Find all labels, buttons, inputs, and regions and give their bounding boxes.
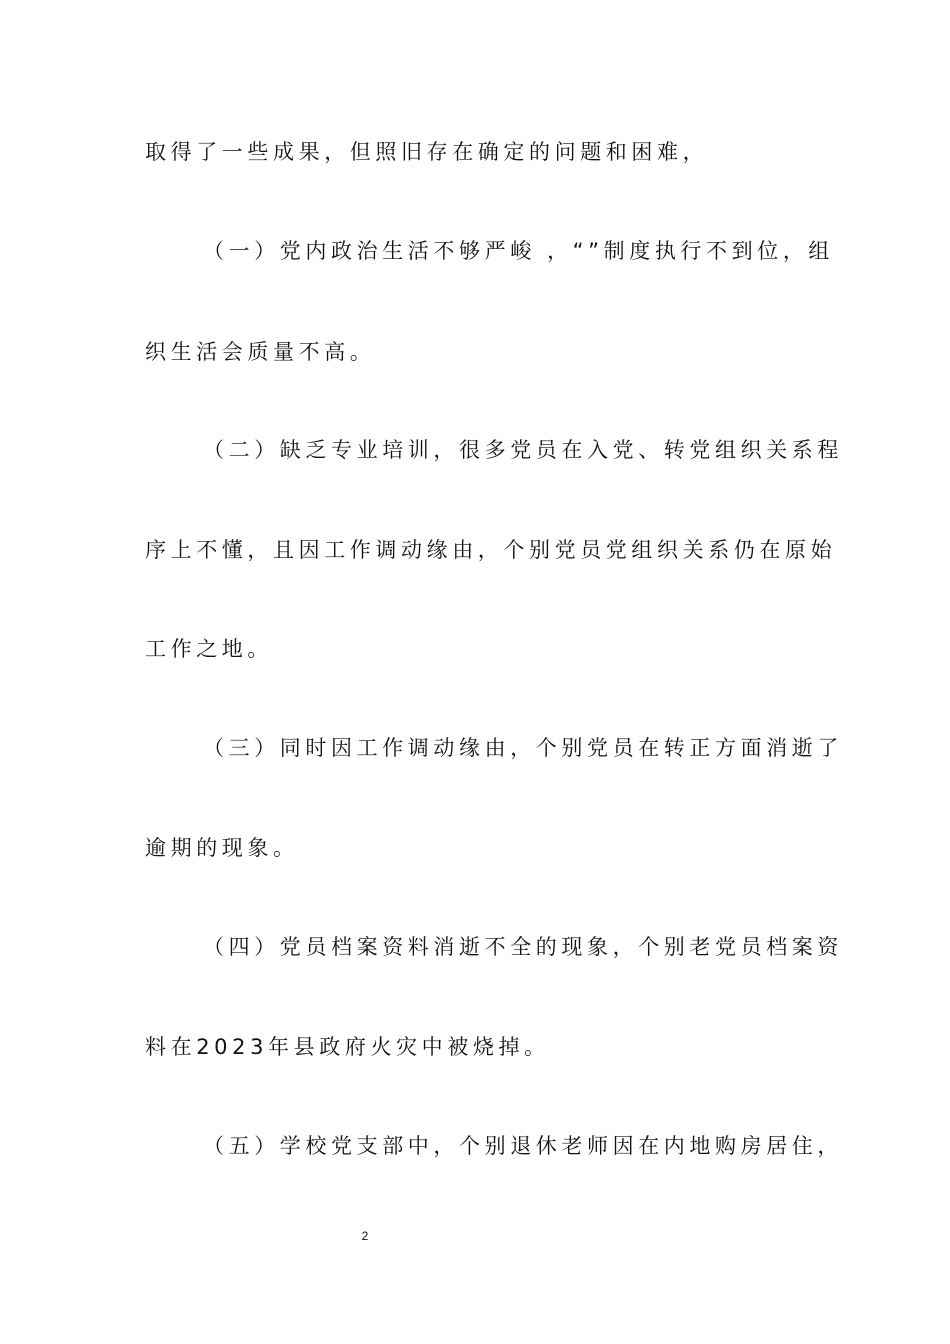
text-line: 工作之地。 xyxy=(145,637,273,661)
text-line: 逾期的现象。 xyxy=(145,836,299,860)
text-line: （五）学校党支部中，个别退休老师因在内地购房居住， xyxy=(203,1134,843,1158)
text-line: 织生活会质量不高。 xyxy=(145,340,376,364)
text-line: （二）缺乏专业培训，很多党员在入党、转党组织关系程 xyxy=(203,438,843,462)
text-line: 取得了一些成果，但照旧存在确定的问题和困难， xyxy=(145,140,709,164)
text-line: （四）党员档案资料消逝不全的现象，个别老党员档案资 xyxy=(203,935,843,959)
text-line: 序上不懂，且因工作调动缘由，个别党员党组织关系仍在原始 xyxy=(145,538,837,562)
text-line: 料在2023年县政府火灾中被烧掉。 xyxy=(145,1035,550,1059)
page-number: 2 xyxy=(361,1229,369,1243)
text-line: （一）党内政治生活不够严峻 ，“”制度执行不到位，组 xyxy=(203,239,835,263)
text-line: （三）同时因工作调动缘由，个别党员在转正方面消逝了 xyxy=(203,736,843,760)
